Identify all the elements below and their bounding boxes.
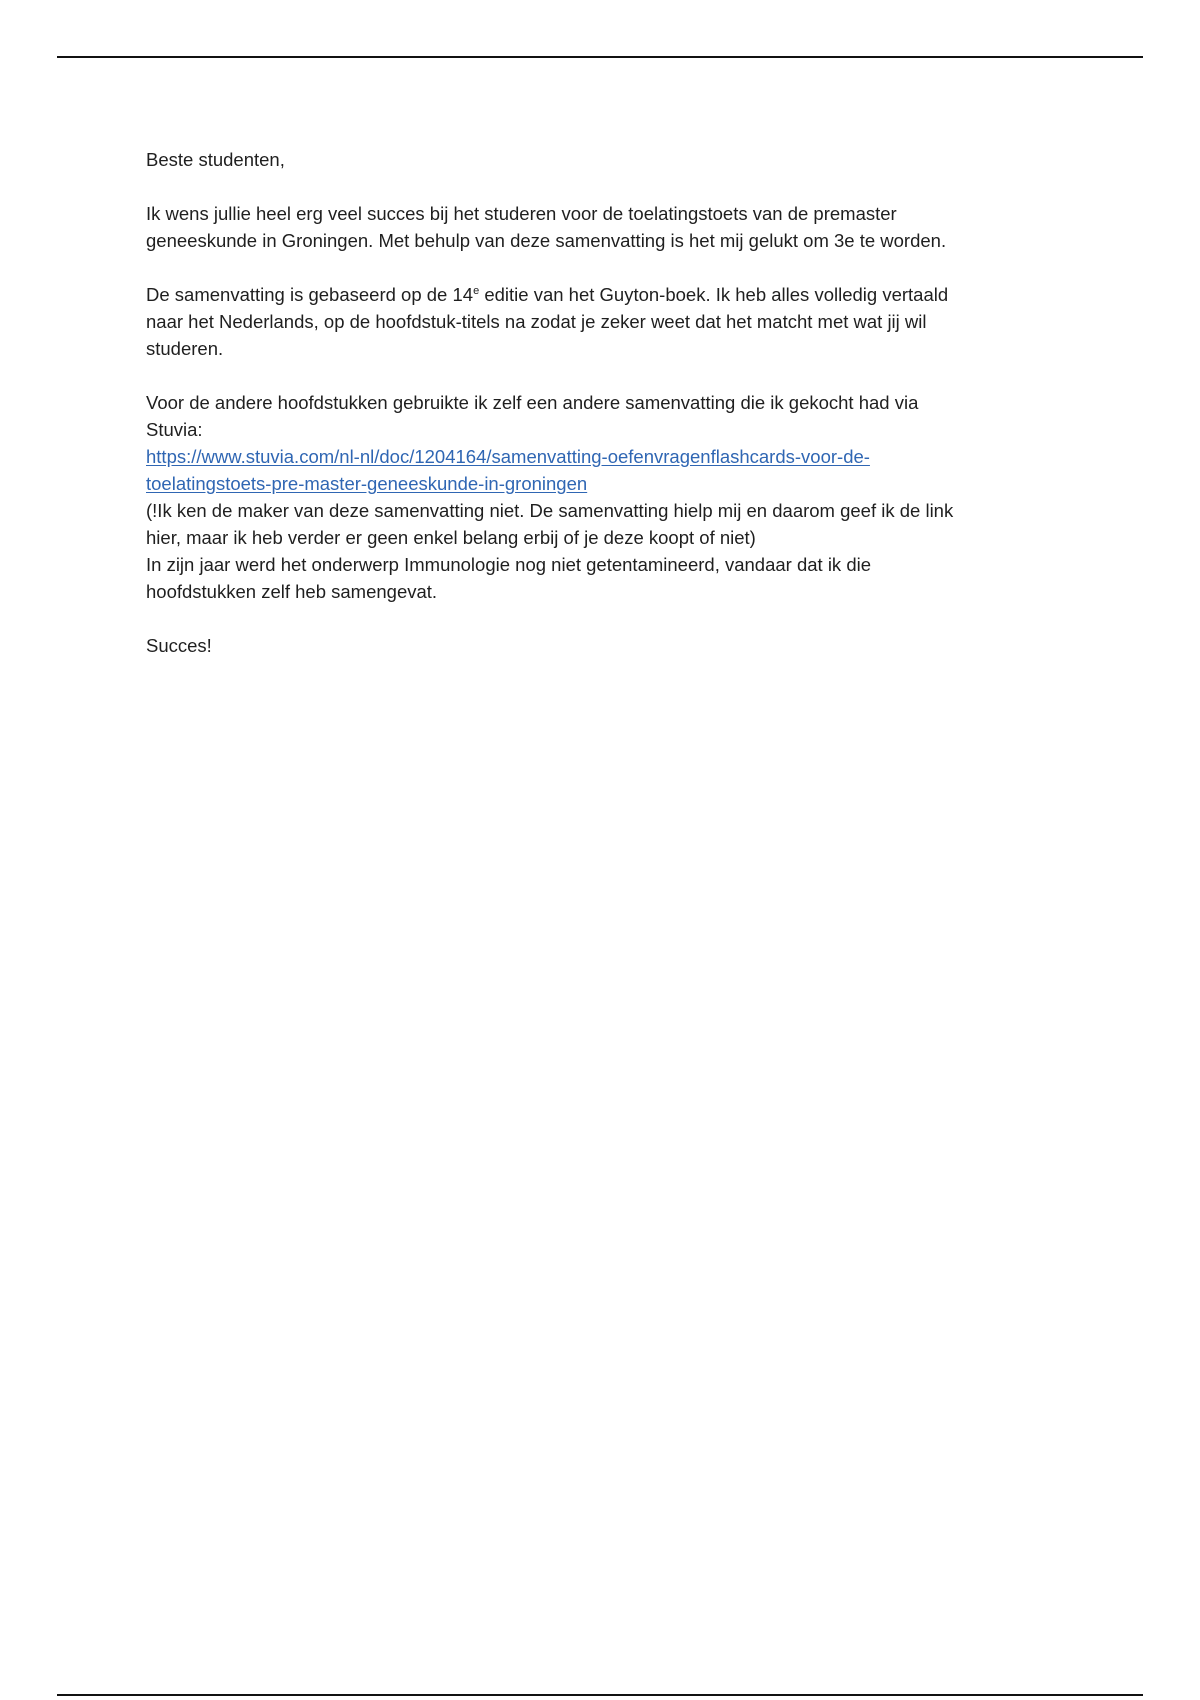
guyton-line-1 xyxy=(146,281,1046,308)
closing-text: Succes! xyxy=(146,635,212,656)
edition-superscript: e xyxy=(473,284,480,297)
immunology-line-2: hoofdstukken zelf heb samengevat. xyxy=(146,581,438,602)
greeting-text: Beste studenten, xyxy=(146,149,285,170)
stuvia-link-line-2[interactable]: toelatingstoets-pre-master-geneeskunde-in-groningen xyxy=(146,473,588,494)
closing xyxy=(146,632,1046,659)
paragraph-intro xyxy=(146,200,1046,254)
stuvia-line-1: Voor de andere hoofdstukken gebruikte ik zelf een andere samenvatting die ik gekocht had via xyxy=(146,392,919,413)
intro-line-1: Ik wens jullie heel erg veel succes bij het studeren voor de toelatingstoets van de premaster xyxy=(146,203,897,224)
guyton-line-2: naar het Nederlands, op de hoofdstuk-titels na zodat je zeker weet dat het matcht met wat jij wil xyxy=(146,311,927,332)
paragraph-guyton xyxy=(146,281,1046,362)
guyton-line-1-start: De samenvatting is gebaseerd op de 14 xyxy=(146,284,474,305)
disclaimer-line-1: (!Ik ken de maker van deze samenvatting niet. De samenvatting hielp mij en daarom geef ik de link xyxy=(146,500,954,521)
header-rule xyxy=(57,56,1143,58)
guyton-line-3: studeren. xyxy=(146,338,224,359)
footer-rule xyxy=(57,1694,1143,1696)
paragraph-stuvia xyxy=(146,389,1046,605)
stuvia-line-2: Stuvia: xyxy=(146,419,203,440)
disclaimer-line-2: hier, maar ik heb verder er geen enkel belang erbij of je deze koopt of niet) xyxy=(146,527,756,548)
immunology-line-1: In zijn jaar werd het onderwerp Immunologie nog niet getentamineerd, vandaar dat ik die xyxy=(146,554,872,575)
greeting xyxy=(146,146,1046,173)
guyton-line-1-end: editie van het Guyton-boek. Ik heb alles volledig vertaald xyxy=(479,284,949,305)
stuvia-link-line-1[interactable]: https://www.stuvia.com/nl-nl/doc/1204164/samenvatting-oefenvragenflashcards-voor-de- xyxy=(146,446,870,467)
intro-line-2: geneeskunde in Groningen. Met behulp van deze samenvatting is het mij gelukt om 3e te worden. xyxy=(146,230,947,251)
letter-body xyxy=(146,146,1046,686)
